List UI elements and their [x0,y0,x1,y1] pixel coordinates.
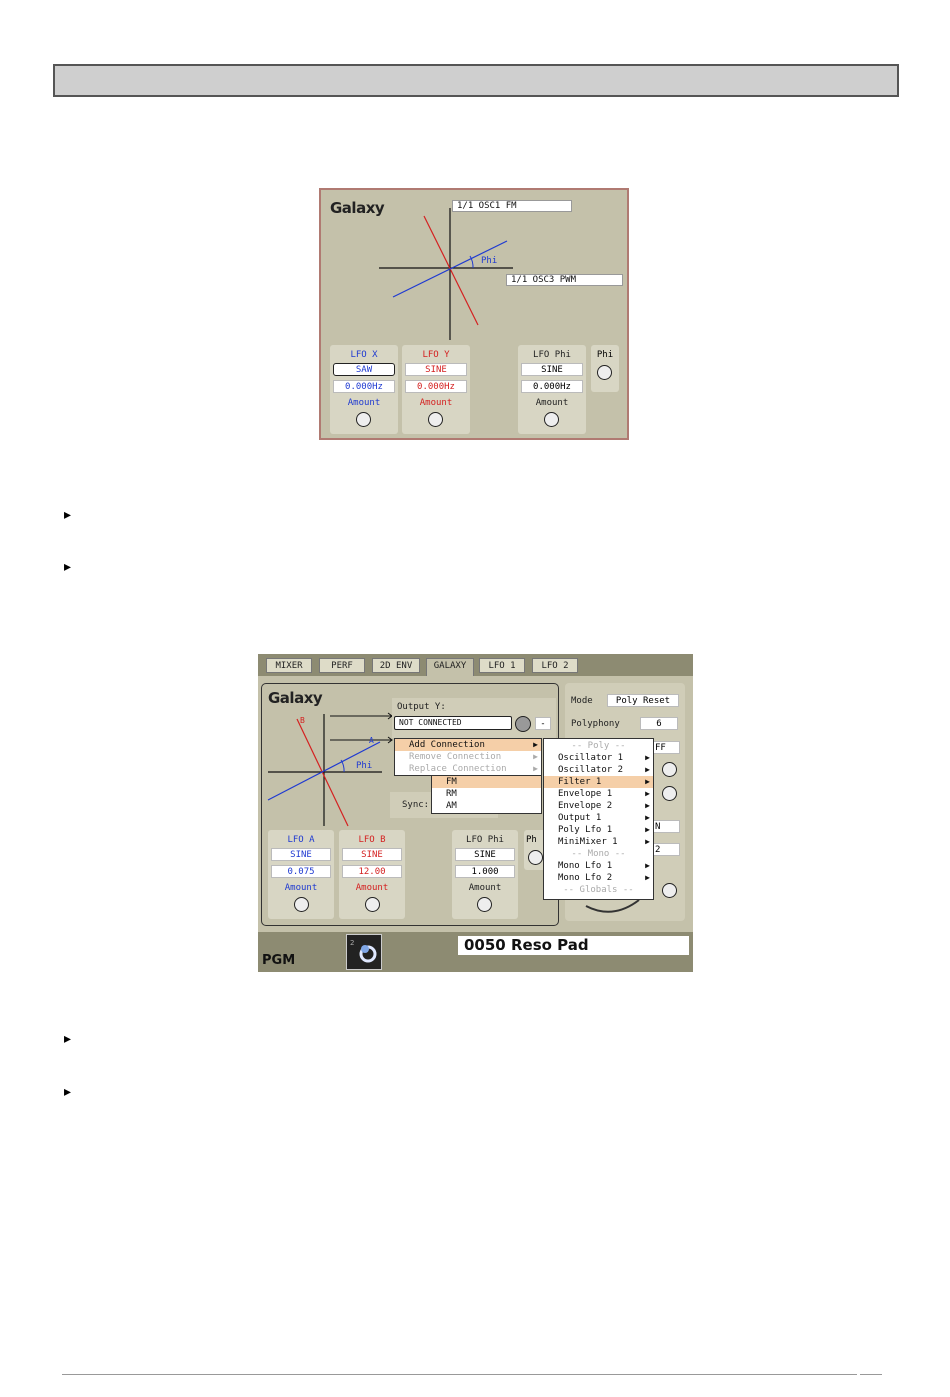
menu-am[interactable]: AM [446,801,457,811]
menu-filter-1-label: Filter 1 [558,777,602,787]
phi-axis-label: Phi [481,256,498,266]
menu-add-connection-label: Add Connection [409,740,485,750]
lfo-phi-label: LFO Phi [533,350,571,360]
menu-replace-connection[interactable] [395,763,541,775]
lfo-phi-rate-field[interactable]: 0.000Hz [521,380,583,393]
lfo-phi-amount-knob[interactable] [544,412,559,427]
field-partial-2[interactable]: 2 [650,843,680,856]
submenu-arrow-icon: ▶ [645,873,650,882]
voice-knob-3[interactable] [662,883,677,898]
submenu-arrow-icon: ▶ [533,764,538,773]
menu-remove-connection-label: Remove Connection [409,752,502,762]
lfo-b-amount-knob[interactable] [365,897,380,912]
pgm-label: PGM [262,953,296,968]
galaxy-panel-screenshot-1 [319,188,629,440]
menu-remove-connection[interactable] [395,751,541,763]
submenu-arrow-icon: ▶ [645,813,650,822]
menu-envelope-1-label: Envelope 1 [558,789,613,799]
toggle-partial-n[interactable]: N [650,820,680,833]
submenu-arrow-icon: ▶ [533,752,538,761]
target-x-field[interactable]: 1/1 OSC3 PWM [506,274,623,286]
menu-poly-lfo-1[interactable] [544,824,653,836]
menu-replace-connection-label: Replace Connection [409,764,507,774]
lfo-phi-amount-knob-2[interactable] [477,897,492,912]
lfo-phi-label-2: LFO Phi [466,835,504,845]
menu-mono-lfo-2-label: Mono Lfo 2 [558,873,613,883]
modulation-type-submenu [431,775,542,814]
menu-add-connection[interactable] [395,739,541,751]
lfo-y-rate-field[interactable]: 0.000Hz [405,380,467,393]
remove-output-button[interactable]: - [535,717,551,730]
tab-2d-env[interactable]: 2D ENV [372,658,420,673]
lfo-x-amount-label: Amount [347,398,381,408]
lfo-b-wave-select[interactable]: SINE [342,848,402,861]
menu-envelope-2-label: Envelope 2 [558,801,613,811]
mode-label: Mode [571,696,593,706]
bullet-marker-2: ▸ [64,559,72,575]
phi-knob-label-2: Ph [526,835,537,845]
lfo-b-label: LFO B [358,835,386,845]
lfo-x-amount-knob[interactable] [356,412,371,427]
polyphony-field[interactable]: 6 [640,717,678,730]
lfo-y-label: LFO Y [422,350,450,360]
voice-knob-2[interactable] [662,786,677,801]
svg-text:2: 2 [350,939,355,947]
polyphony-label: Polyphony [571,719,620,729]
submenu-arrow-icon: ▶ [533,740,538,749]
footer-rule [62,1374,857,1375]
lfo-phi-rate-field-2[interactable]: 1.000 [455,865,515,878]
logo-glyph-icon [347,935,381,969]
lfo-x-label: LFO X [350,350,378,360]
mode-select[interactable]: Poly Reset [607,694,679,707]
tab-lfo-2[interactable]: LFO 2 [532,658,578,673]
program-name-field[interactable]: 0050 Reso Pad [458,936,689,955]
menu-header-poly: -- Poly -- [571,741,626,751]
sync-label: Sync: [402,800,430,810]
lfo-b-box [339,830,405,919]
lfo-y-box [402,345,470,434]
menu-header-globals: -- Globals -- [563,885,634,895]
lfo-x-rate-field[interactable]: 0.000Hz [333,380,395,393]
menu-output-1-label: Output 1 [558,813,602,823]
lfo-a-box [268,830,334,919]
menu-filter-1[interactable] [544,776,653,788]
menu-envelope-1[interactable] [544,788,653,800]
output-knob[interactable] [515,716,531,732]
bullet-marker-3: ▸ [64,1031,72,1047]
target-y-field[interactable]: 1/1 OSC1 FM [452,200,572,212]
menu-rm[interactable]: RM [446,789,457,799]
menu-oscillator-2-label: Oscillator 2 [558,765,624,775]
output-y-field[interactable]: NOT CONNECTED [394,716,512,730]
menu-output-1[interactable] [544,812,653,824]
menu-mono-lfo-1[interactable] [544,860,653,872]
submenu-arrow-icon: ▶ [645,837,650,846]
submenu-arrow-icon: ▶ [645,765,650,774]
lfo-a-label: LFO A [287,835,315,845]
phi-knob-box [591,345,619,392]
voice-knob-1[interactable] [662,762,677,777]
bullet-marker-1: ▸ [64,507,72,523]
submenu-arrow-icon: ▶ [645,825,650,834]
tab-lfo-1[interactable]: LFO 1 [479,658,525,673]
phi-knob-2[interactable] [528,850,543,865]
submenu-arrow-icon: ▶ [645,789,650,798]
section-header-bar [53,64,899,97]
lfo-a-wave-select[interactable]: SINE [271,848,331,861]
lfo-y-amount-label: Amount [419,398,453,408]
phi-knob-label: Phi [596,350,614,360]
app-logo-icon[interactable] [346,934,382,970]
galaxy-title-2: Galaxy [268,689,323,707]
phi-axis-label-2: Phi [356,761,373,771]
menu-poly-lfo-1-label: Poly Lfo 1 [558,825,613,835]
output-y-label: Output Y: [397,702,446,712]
menu-oscillator-1[interactable] [544,752,653,764]
menu-minimixer-1-label: MiniMixer 1 [558,837,618,847]
lfo-phi-amount-label: Amount [535,398,569,408]
tab-mixer[interactable]: MIXER [266,658,312,673]
lfo-a-amount-knob[interactable] [294,897,309,912]
lfo-phi-amount-label-2: Amount [468,883,502,893]
lfo-y-wave-select[interactable]: SINE [405,363,467,376]
lfo-b-rate-field[interactable]: 12.00 [342,865,402,878]
submenu-arrow-icon: ▶ [645,801,650,810]
menu-fm[interactable]: FM [432,776,541,788]
axis-b-label: B [300,716,305,725]
menu-header-mono: -- Mono -- [571,849,626,859]
lfo-x-wave-select[interactable]: SAW [333,363,395,376]
lfo-a-amount-label: Amount [284,883,318,893]
phi-knob[interactable] [597,365,612,380]
menu-minimixer-1[interactable] [544,836,653,848]
menu-mono-lfo-2[interactable] [544,872,653,884]
target-submenu [543,738,654,900]
tab-perf[interactable]: PERF [319,658,365,673]
menu-envelope-2[interactable] [544,800,653,812]
lfo-a-rate-field[interactable]: 0.075 [271,865,331,878]
menu-oscillator-1-label: Oscillator 1 [558,753,624,763]
submenu-arrow-icon: ▶ [645,753,650,762]
menu-mono-lfo-1-label: Mono Lfo 1 [558,861,613,871]
tab-galaxy[interactable]: GALAXY [426,658,474,676]
galaxy-panel-screenshot-2 [258,654,693,972]
lfo-phi-wave-select-2[interactable]: SINE [455,848,515,861]
footer-rule-page [860,1374,882,1375]
lfo-b-amount-label: Amount [355,883,389,893]
connection-context-menu [394,738,542,776]
menu-oscillator-2[interactable] [544,764,653,776]
toggle-partial-ff[interactable]: FF [650,741,680,754]
submenu-arrow-icon: ▶ [645,861,650,870]
lfo-y-amount-knob[interactable] [428,412,443,427]
lfo-phi-box [518,345,586,434]
lfo-x-box [330,345,398,434]
lfo-phi-wave-select[interactable]: SINE [521,363,583,376]
lfo-phi-box-2 [452,830,518,919]
axis-a-label: A [369,736,374,745]
galaxy-title: Galaxy [330,199,385,217]
bullet-marker-4: ▸ [64,1084,72,1100]
submenu-arrow-icon: ▶ [645,777,650,786]
